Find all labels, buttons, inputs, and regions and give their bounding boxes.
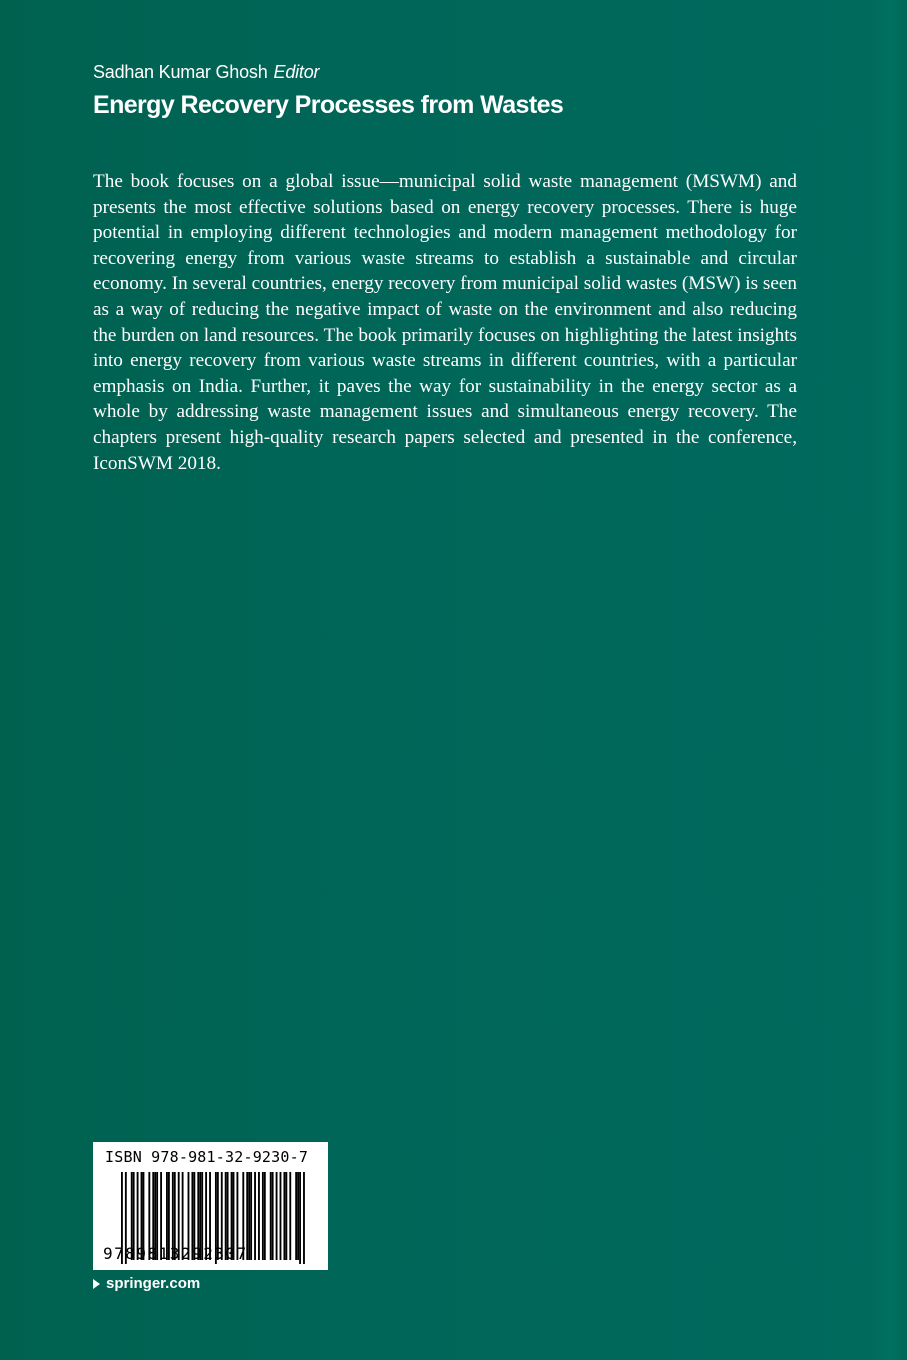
barcode-bar	[295, 1172, 297, 1260]
barcode-bar	[303, 1172, 305, 1264]
editor-credit	[93, 62, 319, 83]
publisher-link[interactable]	[93, 1275, 200, 1292]
barcode-bar	[258, 1172, 260, 1260]
barcode-bar	[272, 1172, 274, 1260]
barcode-bar	[280, 1172, 282, 1260]
barcode-digits: 9789813292307	[103, 1244, 248, 1263]
book-title: Energy Recovery Processes from Wastes	[93, 91, 564, 119]
barcode-bar	[248, 1172, 250, 1260]
isbn-barcode	[93, 1142, 328, 1270]
editor-name: Sadhan Kumar Ghosh	[93, 62, 268, 82]
barcode-bar	[297, 1172, 299, 1260]
barcode-bar	[270, 1172, 272, 1260]
arrow-right-icon	[93, 1279, 100, 1289]
barcode-bar	[264, 1172, 266, 1260]
barcode-bar	[289, 1172, 291, 1260]
isbn-label: ISBN 978-981-32-9230-7	[105, 1148, 309, 1166]
book-description: The book focuses on a global issue—municipal solid waste management (MSWM) and presents the most effective solutions based on energy recovery processes. There is huge potential in employing different technologies and modern management methodology for recovering energy from various waste streams to establish a sustainable and circular economy. In several countries, energy recovery from municipal solid wastes (MSW) is seen as a way of reducing the negative impact of waste on the environment and also reducing the burden on land resources. The book primarily focuses on highlighting the latest insights into energy recovery from various waste streams in different countries, with a particular emphasis on India. Further, it paves the way for sustainability in the energy sector as a whole by addressing waste management issues and simultaneous energy recovery. The chapters present high-quality research papers selected and presented in the conference, IconSWM 2018.	[93, 171, 797, 474]
barcode-bar	[299, 1172, 301, 1264]
editor-role: Editor	[273, 62, 320, 82]
publisher-url: springer.com	[106, 1275, 201, 1292]
cover-edge	[865, 0, 907, 1360]
barcode-bar	[250, 1172, 252, 1260]
barcode-bar	[283, 1172, 285, 1260]
barcode-bar	[254, 1172, 256, 1260]
barcode-bar	[262, 1172, 264, 1260]
barcode-bar	[276, 1172, 278, 1260]
barcode-bar	[285, 1172, 287, 1260]
